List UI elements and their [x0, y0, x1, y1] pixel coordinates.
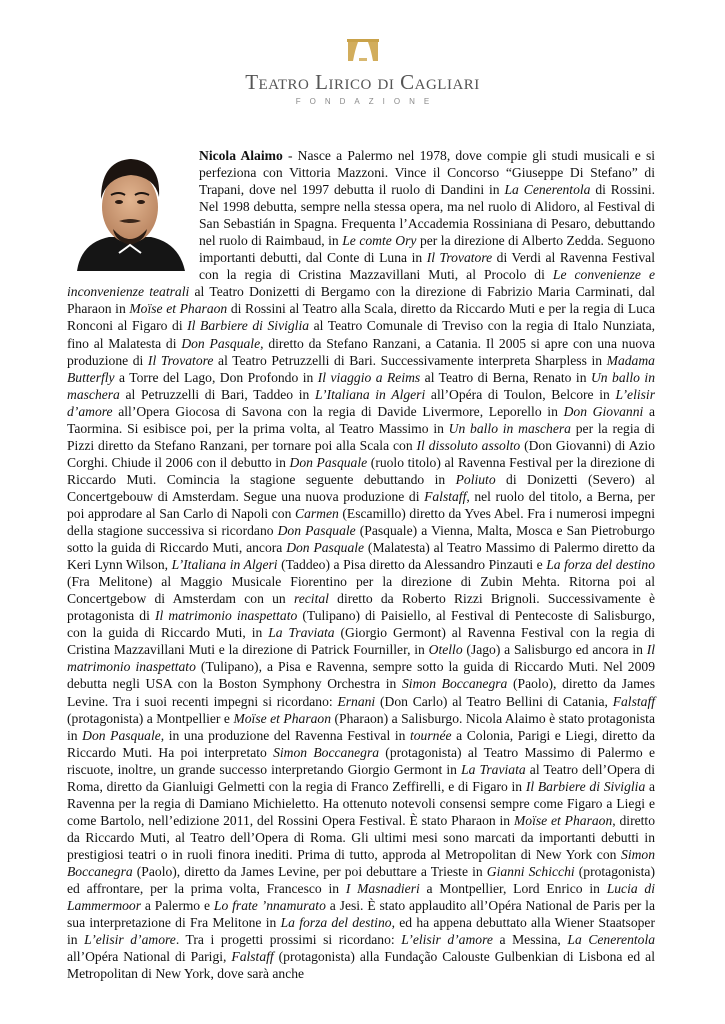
bio-text: di Donizetti (Severo) al Concertgebouw di Amsterdam. Segue una nuova produzione di [67, 471, 655, 504]
bio-text: a Torre del Lago, Don Profondo in [114, 369, 318, 385]
bio-text: (Don Carlo) al Teatro Bellini di Catania, [375, 693, 613, 709]
bio-title: Falstaff [424, 488, 467, 504]
bio-title: L’elisir d’amore [84, 932, 176, 948]
bio-title: Simon Boccanegra [67, 846, 655, 879]
bio-title: Poliuto [455, 471, 496, 487]
bio-title: Il Barbiere di Siviglia [187, 318, 310, 334]
bio-text: al Petruzzelli di Bari, Taddeo in [119, 386, 315, 402]
bio-title: Don Pasquale [82, 727, 161, 743]
bio-title: L’elisir d’amore [67, 386, 655, 419]
theatre-subtitle: FONDAZIONE [295, 97, 439, 106]
bio-title: Il matrimonio inaspettato [154, 608, 298, 624]
bio-text: a Jesi. È stato applaudito all’Opéra National de Paris per la sua interpretazione di Fra Melitone in [67, 898, 655, 931]
bio-text: all’Opera Giocosa di Savona con la regia di Davide Livermore, Leporello in [112, 403, 564, 419]
bio-title: Moïse et Pharaon [233, 710, 332, 726]
bio-title: Otello [428, 642, 463, 658]
bio-title: Moïse et Pharaon [513, 812, 613, 828]
bio-text: . Tra i progetti prossimi si ricordano: [175, 932, 402, 948]
theatre-name: Teatro Lirico di Cagliari [245, 70, 480, 94]
bio-title: tournée [409, 727, 452, 743]
bio-title: Gianni Schicchi [486, 863, 575, 879]
bio-title: Carmen [295, 505, 339, 521]
bio-title: Madama Butterfly [67, 352, 655, 385]
theatre-curtain-logo-icon [346, 38, 380, 62]
bio-title: Lo frate ’nnamurato [213, 898, 326, 914]
bio-text: (protagonista) alla Fundação Calouste Gulbenkian di Lisbona ed al Metropolitan di New York, dove sarà anche [67, 949, 655, 982]
bio-title: La forza del destino [546, 557, 655, 573]
bio-text: a Colonia, Parigi e Liegi, diretto da Riccardo Muti. Ha poi interpretato [67, 727, 655, 760]
bio-title: Un ballo in maschera [448, 420, 571, 436]
bio-title: Falstaff [612, 693, 655, 709]
bio-title: Il Trovatore [426, 250, 493, 266]
bio-text: (Fra Melitone) al Maggio Musicale Fiorentino per la direzione di Zubin Mehta. Ritorna poi al Concertgebow di Amsterdam con un [67, 574, 655, 607]
bio-title: recital [293, 591, 329, 607]
bio-text: , diretto da Stefano Ranzani, a Catania. Il 2005 si apre con una nuova produzione di [67, 335, 656, 368]
bio-text: (Pasquale) a Vienna, Malta, Mosca e San Pietroburgo sotto la guida di Riccardo Muti, ancora [67, 523, 655, 556]
bio-text: (Paolo), diretto da James Levine, per poi debuttare a Trieste in [132, 863, 487, 879]
bio-text: al Teatro Donizetti di Bergamo con la direzione di Fabrizio Maria Carminati, dal Pharaon in [67, 284, 656, 317]
bio-text: a Taormina. Si esibisce poi, per la prima volta, al Teatro Massimo in [67, 403, 656, 436]
bio-title: Simon Boccanegra [402, 676, 508, 692]
bio-text: di Verdi al Ravenna Festival con la regia di Cristina Mazzavillani Muti, al Procolo di [199, 250, 655, 283]
bio-title: La Cenerentola [504, 182, 591, 198]
bio-title: Ernani [337, 693, 376, 709]
bio-title: Don Pasquale [286, 540, 365, 556]
bio-title: L’elisir d’amore [401, 932, 493, 948]
bio-text: al Teatro di Berna, Renato in [420, 369, 591, 385]
bio-text: al Teatro Petruzzelli di Bari. Successivamente interpreta Sharpless in [213, 352, 607, 368]
bio-title: Falstaff [231, 949, 274, 965]
bio-title: Il dissoluto assolto [416, 437, 521, 453]
bio-title: La Cenerentola [567, 932, 656, 948]
bio-title: Il Barbiere di Siviglia [525, 778, 646, 794]
bio-text: per la regia di Pizzi diretto da Stefano Ranzani, per tornare poi alla Scala con [67, 420, 655, 453]
bio-text: a Palermo e [141, 898, 214, 914]
bio-text: (Escamillo) diretto da Yves Abel. Fra i numerosi impegni della stagione successiva si ricordano [67, 505, 655, 539]
bio-title: La Traviata [268, 625, 335, 641]
bio-text: (Pharaon) a Salisburgo. Nicola Alaimo è stato protagonista in [67, 710, 655, 743]
bio-title: Lucia di Lammermoor [67, 881, 655, 914]
bio-text: (ruolo titolo) al Ravenna Festival per la direzione di Riccardo Muti. Comincia la stagione seguente debuttando in [67, 454, 656, 487]
bio-text: (protagonista) al Teatro Massimo di Palermo e riscuote, inoltre, un grande successo interpretando Giorgio Germont in [67, 744, 655, 777]
bio-text: diretto da Roberto Rizzi Brignoli. Successivamente è protagonista di [67, 591, 655, 624]
bio-text: di Rossini al Teatro alla Scala, diretto da Riccardo Muti e per la regia di Luca Ronconi al Figaro di [67, 301, 655, 334]
bio-text: all’Opéra National di Parigi, [67, 949, 232, 965]
bio-text: , in una produzione del Ravenna Festival in [160, 727, 410, 743]
bio-title: L’Italiana in Algeri [171, 557, 278, 573]
bio-text: a Messina, [492, 932, 568, 948]
bio-text: (Don Giovanni) di Azio Corghi. Chiude il 2006 con il debutto in [67, 437, 655, 470]
bio-title: Don Giovanni [563, 403, 644, 419]
bio-title: Don Pasquale [181, 335, 261, 351]
bio-text: a Montpellier, Lord Enrico in [419, 881, 607, 897]
bio-title: Le comte Ory [342, 233, 417, 249]
bio-text: (Tulipano) di Paisiello, al Festival di Pentecoste di Salisburgo, con la guida di Riccardo Muti, in [67, 608, 655, 641]
bio-text: per la direzione di Alberto Zedda. Seguono importanti debutti, dal Conte di Luna in [199, 233, 655, 266]
bio-title: I Masnadieri [345, 881, 420, 897]
bio-text: (Malatesta) al Teatro Massimo di Palermo diretto da Keri Lynn Wilson, [67, 540, 655, 573]
bio-text: (Paolo), diretto da James Levine. Tra i suoi recenti impegni si ricordano: [67, 676, 655, 709]
bio-title: La Traviata [461, 761, 526, 777]
bio-title: Simon Boccanegra [273, 744, 380, 760]
bio-text: - Nasce a Palermo nel 1978, dove compie gli studi musicali e si perfeziona con Vittoria Mazzoni. Vince il Concorso “Giuseppe Di Stefano” di Trapani, dove nel 1997 debutta il ruolo di Dandini in [199, 148, 656, 198]
bio-title: Moïse et Pharaon [129, 301, 228, 317]
singer-name: Nicola Alaimo [199, 148, 283, 163]
singer-portrait [67, 147, 193, 271]
bio-text: (Giorgio Germont) al Ravenna Festival con la regia di Cristina Mazzavillani Muti e la direzione di Patrick Fourniller, in [67, 625, 655, 658]
bio-title: Il viaggio a Reims [317, 369, 421, 385]
bio-text: al Teatro Comunale di Treviso con la regia di Italo Nunziata, fino al Malatesta di [67, 318, 655, 351]
bio-text: , nel ruolo del titolo, a Berna, per poi approdare al San Carlo di Napoli con [67, 488, 655, 521]
bio-text: all’Opéra di Toulon, Belcore in [425, 386, 616, 402]
bio-text: , ed ha appena debuttato alla Wiener Staatsoper in [67, 915, 655, 948]
bio-text: a Ravenna per la regia di Damiano Michieletto. Ha ottenuto notevoli consensi sempre come Figaro a Liegi e come Bartolo, nell’edizione 2011, del Rossini Opera Festival. È stato Pharaon in [67, 778, 656, 828]
bio-text: (protagonista) a Montpellier e [67, 710, 234, 726]
bio-text: (protagonista) ed affrontare, per la prima volta, Francesco in [67, 863, 655, 897]
bio-title: Il matrimonio inaspettato [67, 642, 656, 675]
bio-title: Don Pasquale [277, 523, 356, 539]
bio-text: , diretto da Riccardo Muti, al Teatro dell’Opera di Roma. Gli ultimi mesi sono marcati da importanti debutti in prestigiosi teatri o in ruoli finora inediti. Prima di tutto, approda al Metropolitan di New York con [67, 812, 655, 862]
theatre-header [0, 38, 725, 106]
bio-title: La forza del destino [280, 915, 392, 931]
bio-title: Le convenienze e inconvenienze teatrali [67, 267, 655, 300]
biography-text [67, 147, 655, 982]
bio-text: (Tulipano), a Pisa e Ravenna, sempre sotto la guida di Riccardo Muti. Nel 2009 debutta negli USA con la Boston Symphony Orchestra in [67, 659, 655, 692]
bio-title: Un ballo in maschera [67, 369, 656, 402]
bio-text: (Jago) a Salisburgo ed ancora in [462, 642, 647, 658]
bio-title: Il Trovatore [147, 352, 214, 368]
bio-title: L’Italiana in Algeri [314, 386, 426, 402]
bio-title: Don Pasquale [289, 454, 368, 470]
bio-text: (Taddeo) a Pisa diretto da Alessandro Pinzauti e [277, 557, 547, 573]
bio-text: di Rossini. Nel 1998 debutta, sempre nella stessa opera, ma nel ruolo di Alidoro, al Festival di San Sebastián in Spagna. Frequenta l’Accademia Rossiniana di Pesaro, debuttando nel ruolo di Raimbaud, in [199, 182, 655, 249]
bio-text: al Teatro dell’Opera di Roma, diretto da Gianluigi Gelmetti con la regia di Franco Zeffirelli, e di Figaro in [67, 761, 655, 794]
